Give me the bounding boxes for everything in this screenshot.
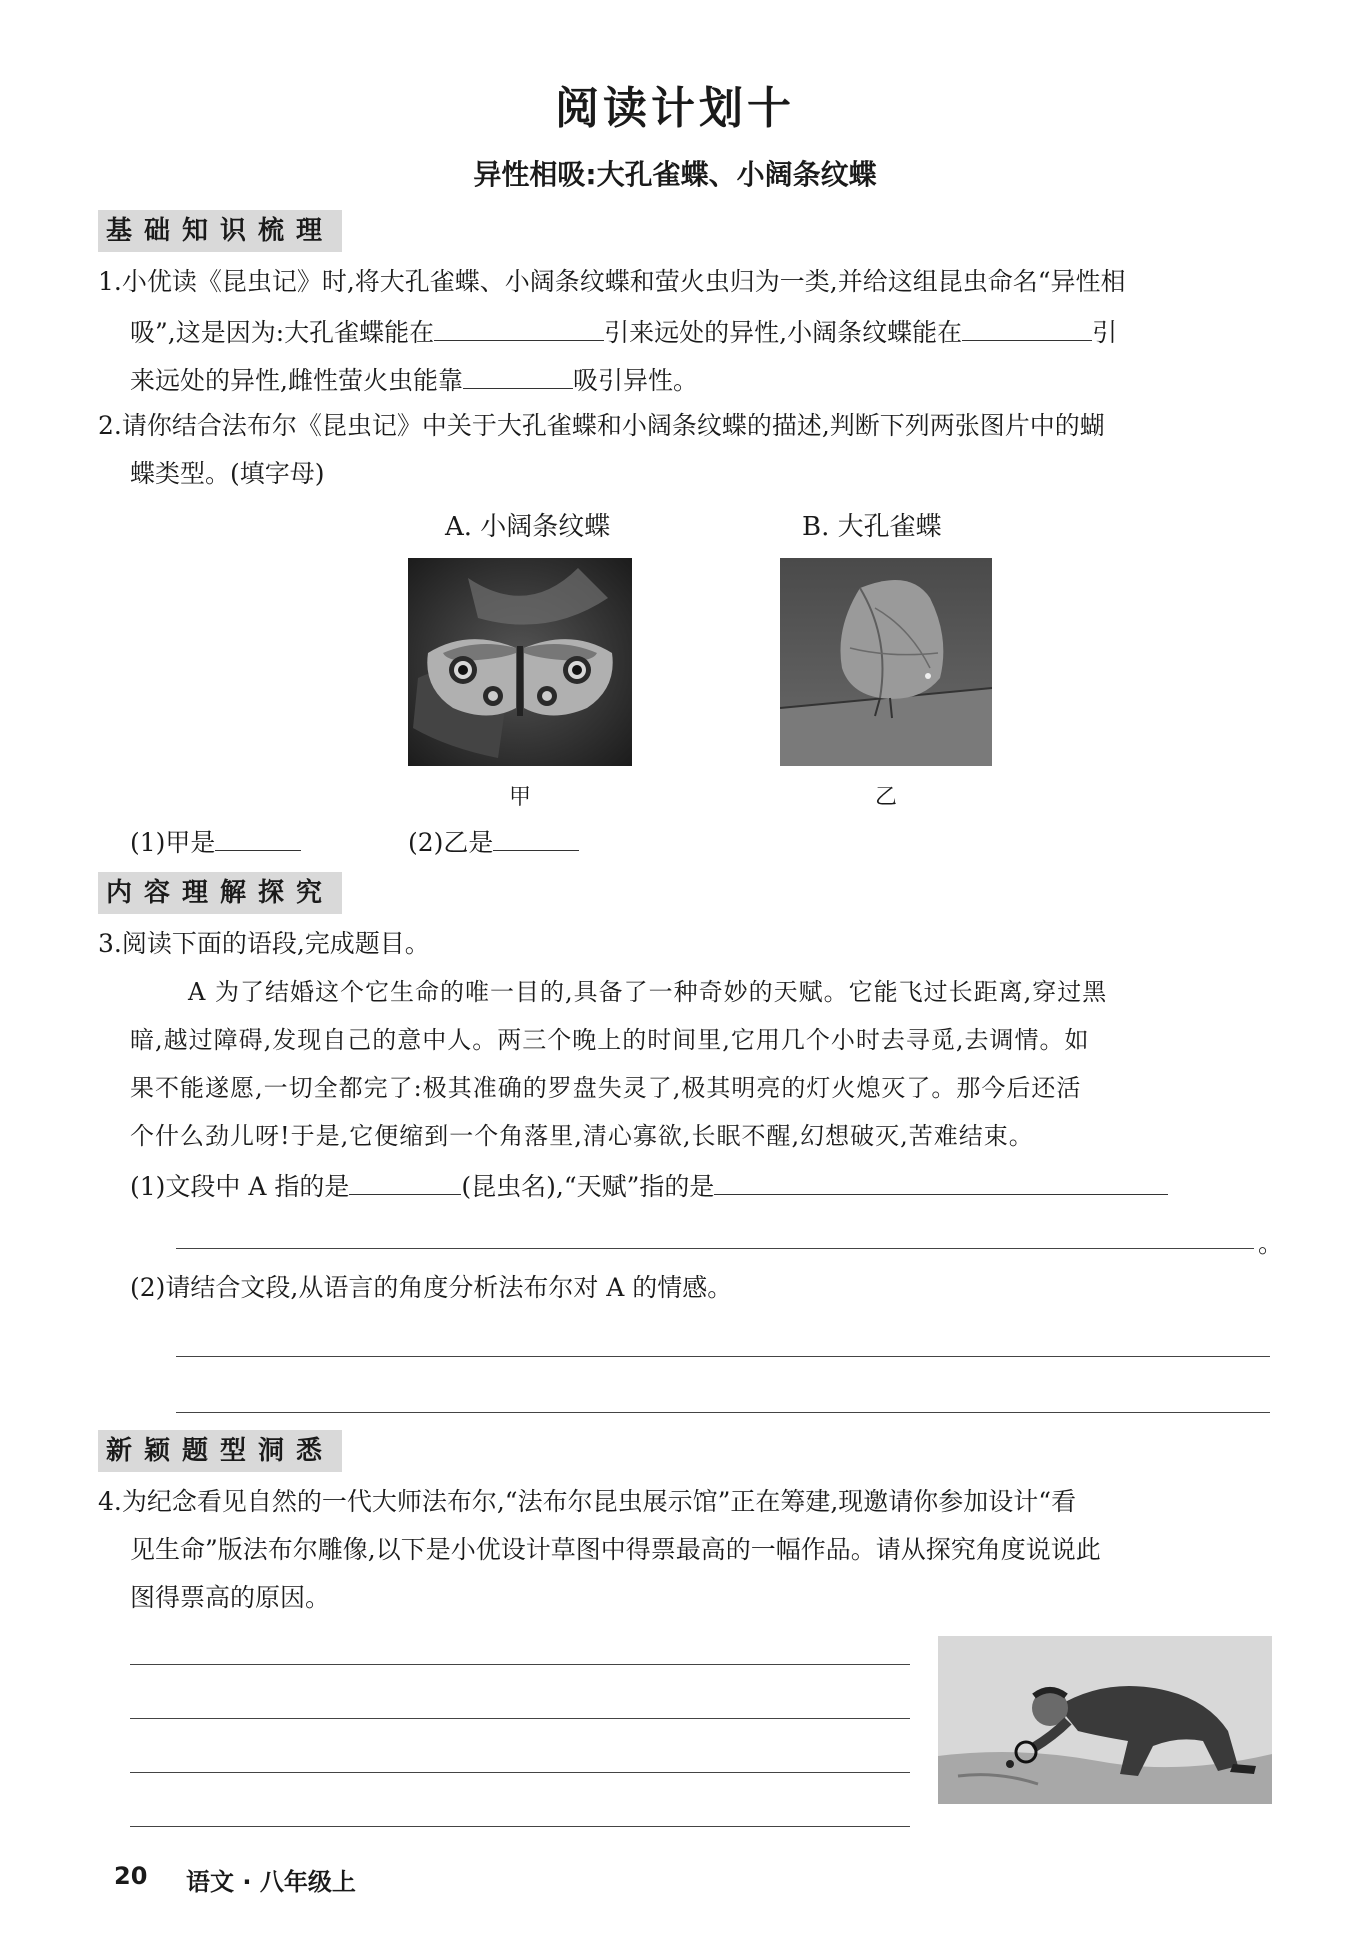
q2-blank-2[interactable] [493, 822, 579, 851]
q2-answer-2 [408, 822, 579, 861]
q3-sub1-text-b: (昆虫名),“天赋”指的是 [461, 1172, 715, 1201]
q3-sub2: (2)请结合文段,从语言的角度分析法布尔对 A 的情感。 [130, 1273, 733, 1302]
q1-line2 [130, 312, 1117, 351]
q4-line1: 4.为纪念看见自然的一代大师法布尔,“法布尔昆虫展示馆”正在筹建,现邀请你参加设计“看 [98, 1487, 1077, 1516]
q4-answer-line-1[interactable] [130, 1664, 910, 1665]
section-basic-heading: 基础知识梳理 [98, 210, 342, 252]
butterfly-eyespot-image [408, 558, 632, 766]
q4-answer-line-2[interactable] [130, 1718, 910, 1719]
photo-yi-caption: 乙 [874, 785, 897, 810]
q4-answer-line-3[interactable] [130, 1772, 910, 1773]
q4-answer-line-4[interactable] [130, 1826, 910, 1827]
section-content-heading: 内容理解探究 [98, 872, 342, 914]
photo-jia-caption: 甲 [508, 785, 531, 810]
page-number: 20 [114, 1862, 148, 1890]
q3-answer-line-3[interactable] [176, 1412, 1270, 1413]
page-title: 阅读计划十 [555, 83, 795, 134]
q4-line2: 见生命”版法布尔雕像,以下是小优设计草图中得票最高的一幅作品。请从探究角度说说此 [130, 1535, 1101, 1564]
q3-passage-line1: A 为了结婚这个它生命的唯一目的,具备了一种奇妙的天赋。它能飞过长距离,穿过黑 [188, 978, 1108, 1006]
section-newtype-heading: 新颖题型洞悉 [98, 1430, 342, 1472]
q2-option-b: B. 大孔雀蝶 [802, 512, 942, 542]
butterfly-photo-yi [780, 558, 992, 766]
book-name: 语文 · 八年级上 [186, 1868, 356, 1896]
q2-answer-2-label: (2)乙是 [408, 828, 494, 857]
q3-passage-line3: 果不能遂愿,一切全都完了:极其准确的罗盘失灵了,极其明亮的灯火熄灭了。那今后还活 [130, 1074, 1082, 1102]
butterfly-photo-jia [408, 558, 632, 766]
q3-sub1 [130, 1166, 1168, 1205]
butterfly-leafwing-image [780, 558, 992, 766]
q2-answer-1 [130, 822, 301, 861]
q2-line1: 2.请你结合法布尔《昆虫记》中关于大孔雀蝶和小阔条纹蝶的描述,判断下列两张图片中的蝴 [98, 411, 1105, 440]
q1-blank-3[interactable] [463, 360, 573, 389]
q3-answer-line-1[interactable] [176, 1248, 1254, 1249]
page-subtitle: 异性相吸:大孔雀蝶、小阔条纹蝶 [473, 158, 877, 191]
q4-line3: 图得票高的原因。 [130, 1583, 331, 1612]
q3-intro: 3.阅读下面的语段,完成题目。 [98, 929, 430, 958]
q1-line2-text-c: 引 [1092, 318, 1118, 347]
fabre-kneeling-with-magnifier-image [938, 1636, 1272, 1804]
q3-blank-talent[interactable] [714, 1166, 1168, 1195]
q2-answer-1-label: (1)甲是 [130, 828, 216, 857]
q3-blank-insect[interactable] [349, 1166, 461, 1195]
q3-passage-line4: 个什么劲儿呀!于是,它便缩到一个角落里,清心寡欲,长眠不醒,幻想破灭,苦难结束。 [130, 1122, 1034, 1150]
q1-line3-text-b: 吸引异性。 [572, 366, 698, 395]
q2-option-a: A. 小阔条纹蝶 [445, 512, 611, 542]
q2-blank-1[interactable] [215, 822, 301, 851]
q1-line3 [130, 360, 698, 399]
q1-blank-1[interactable] [434, 312, 604, 341]
q1-line3-text-a: 来远处的异性,雌性萤火虫能靠 [130, 366, 463, 395]
q3-passage-line2: 暗,越过障碍,发现自己的意中人。两三个晚上的时间里,它用几个小时去寻觅,去调情。如 [130, 1026, 1090, 1054]
q3-answer-line-2[interactable] [176, 1356, 1270, 1357]
q1-line1: 1.小优读《昆虫记》时,将大孔雀蝶、小阔条纹蝶和萤火虫归为一类,并给这组昆虫命名“异性相 [98, 267, 1126, 296]
q3-sub1-end: 。 [1258, 1229, 1284, 1258]
q1-line2-text-b: 引来远处的异性,小阔条纹蝶能在 [604, 318, 963, 347]
q3-sub1-text-a: (1)文段中 A 指的是 [130, 1172, 350, 1201]
fabre-sculpture-sketch [938, 1636, 1272, 1804]
q1-line2-text-a: 吸”,这是因为:大孔雀蝶能在 [130, 318, 435, 347]
q1-blank-2[interactable] [962, 312, 1092, 341]
q2-line2: 蝶类型。(填字母) [130, 459, 325, 488]
